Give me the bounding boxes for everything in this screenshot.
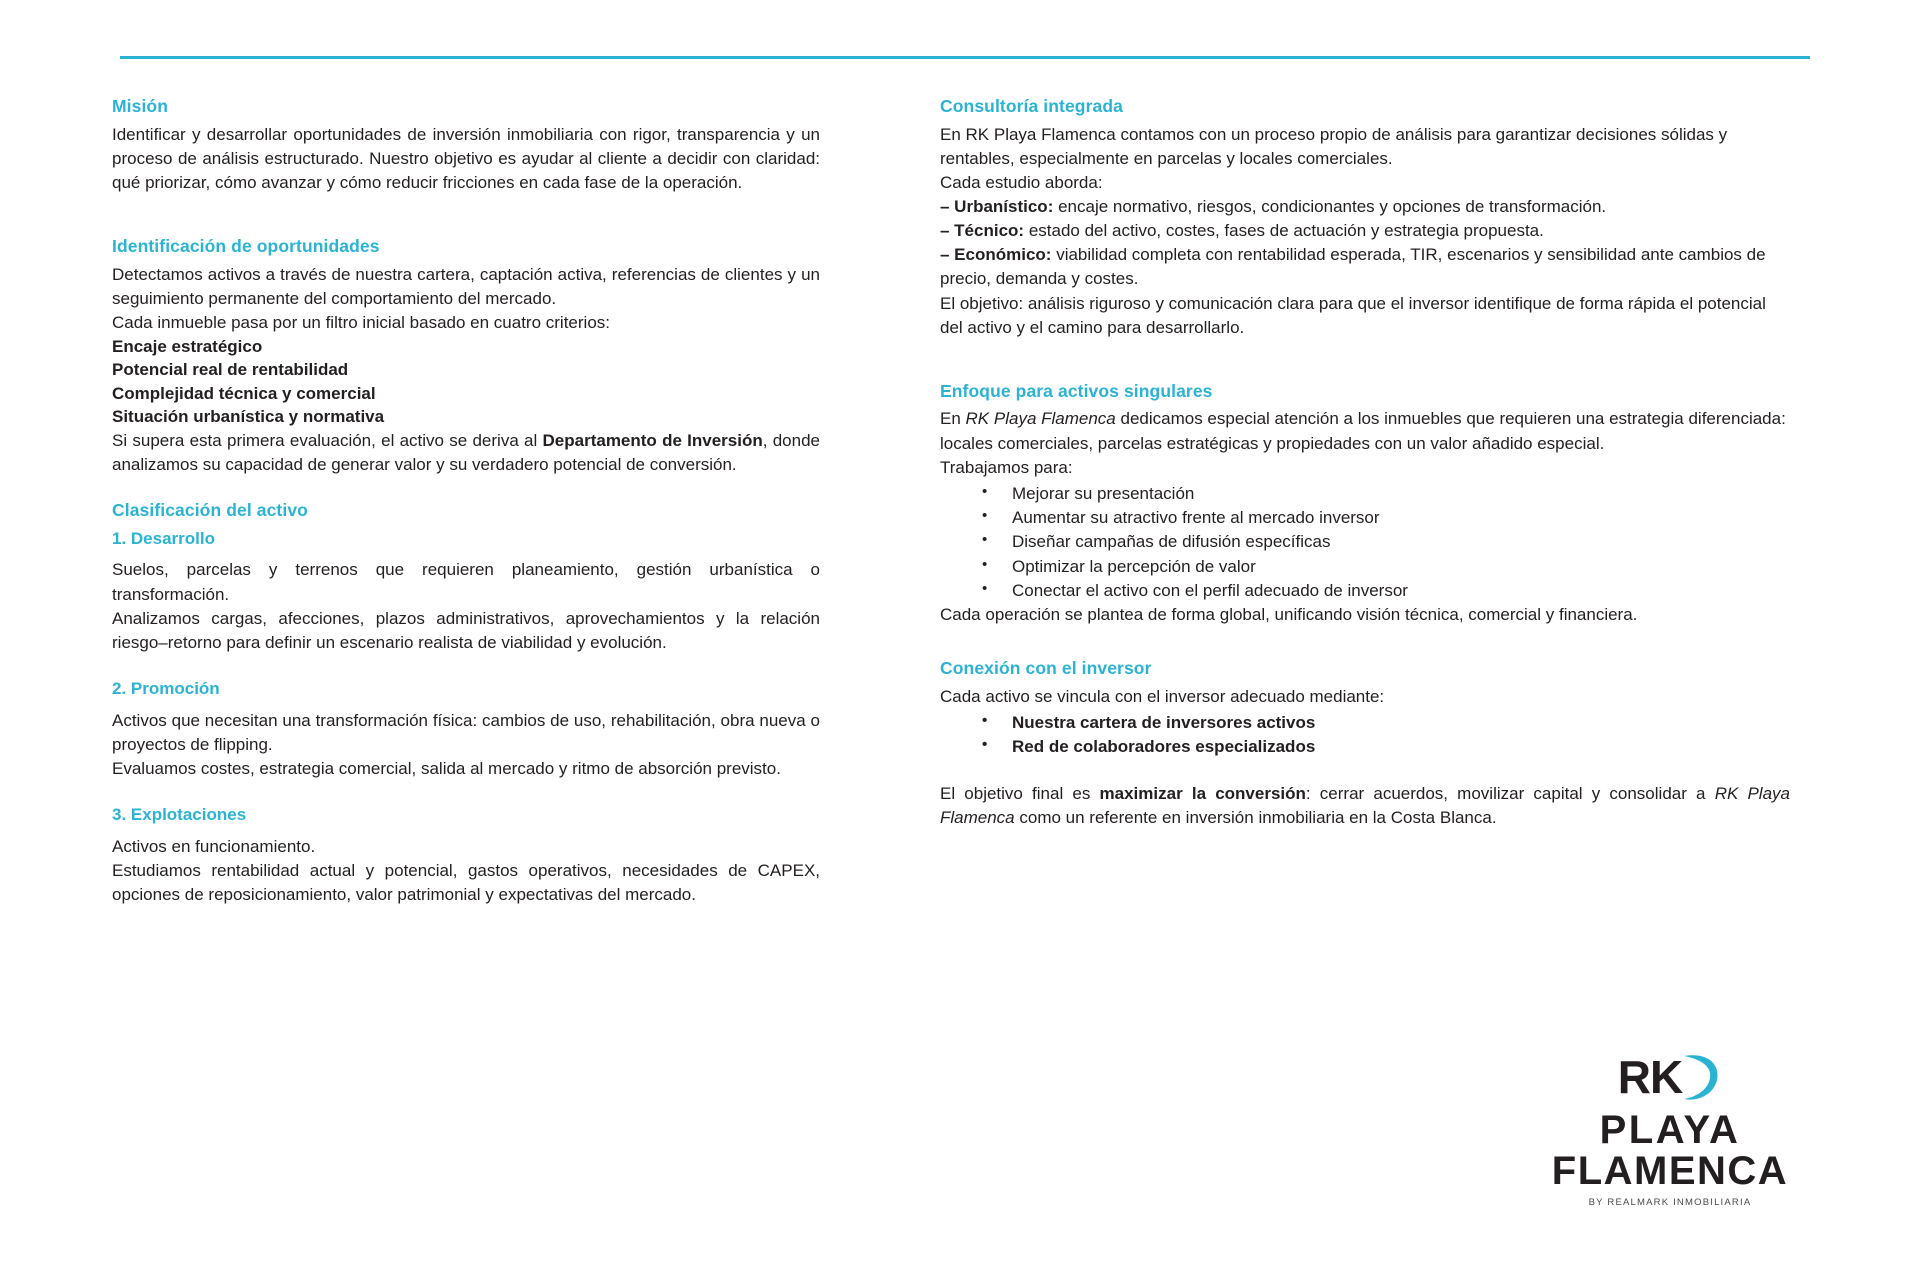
intro-italic: RK Playa Flamenca bbox=[965, 409, 1116, 429]
list-item: • Red de colaboradores especializados bbox=[940, 735, 1790, 759]
intro-pre: En bbox=[940, 409, 966, 429]
identificacion-body-1: Detectamos activos a través de nuestra cartera, captación activa, referencias de clientes y un seguimiento permanente del comportamiento del mercado. bbox=[112, 264, 820, 308]
promocion-body-2: Evaluamos costes, estrategia comercial, salida al mercado y ritmo de absorción previsto. bbox=[112, 759, 781, 779]
section-heading-identificacion: Identificación de oportunidades bbox=[112, 236, 380, 256]
consultoria-closing: El objetivo: análisis riguroso y comunicación clara para que el inversor identifique de forma rápida el potencial del activo y el camino para desarrollarlo. bbox=[940, 293, 1766, 337]
spacer bbox=[112, 477, 820, 499]
enfoque-bullet-list bbox=[940, 482, 1790, 603]
item-text: estado del activo, costes, fases de actuación y estrategia propuesta. bbox=[1024, 221, 1544, 241]
section-heading-clasificacion: Clasificación del activo bbox=[112, 500, 308, 521]
consultoria-item-tecnico bbox=[940, 219, 1790, 243]
content-columns bbox=[0, 95, 1920, 907]
item-label: – Urbanístico: bbox=[940, 197, 1054, 216]
final-bold: maximizar la conversión bbox=[1099, 783, 1306, 803]
criterion-item-2: Potencial real de rentabilidad bbox=[112, 360, 349, 380]
section-heading-enfoque: Enfoque para activos singulares bbox=[940, 380, 1213, 401]
intro-post: dedicamos especial atención a los inmuebles que requieren una estrategia diferenciada: bbox=[1115, 409, 1786, 429]
item-label: – Técnico: bbox=[940, 221, 1025, 241]
section-heading-conexion: Conexión con el inversor bbox=[940, 658, 1152, 679]
spacer bbox=[112, 701, 820, 709]
list-item: • Aumentar su atractivo frente al mercado inversor bbox=[940, 506, 1790, 530]
final-post: como un referente en inversión inmobiliaria en la Costa Blanca. bbox=[1014, 807, 1497, 827]
list-item: • Optimizar la percepción de valor bbox=[940, 555, 1790, 579]
identificacion-body-2: Cada inmueble pasa por un filtro inicial basado en cuatro criterios: bbox=[112, 312, 610, 332]
final-italic: RK Playa Flamenca bbox=[940, 783, 1790, 827]
enfoque-line-2: locales comerciales, parcelas estratégicas y propiedades con un valor añadido especial. bbox=[940, 433, 1605, 453]
spacer bbox=[112, 781, 820, 803]
spacer bbox=[940, 340, 1790, 380]
final-mid: : cerrar acuerdos, movilizar capital y consolidar a bbox=[1305, 783, 1715, 803]
promocion-body-1: Activos que necesitan una transformación física: cambios de uso, rehabilitación, obra nueva o proyectos de flipping. bbox=[112, 710, 820, 754]
list-item: • Mejorar su presentación bbox=[940, 482, 1790, 506]
item-text: viabilidad completa con rentabilidad esperada, TIR, escenarios y sensibilidad ante cambios de precio, demanda y costes. bbox=[940, 245, 1766, 289]
desarrollo-body-2: Analizamos cargas, afecciones, plazos administrativos, aprovechamientos y la relación riesgo–retorno para definir un escenario realista de viabilidad y evolución. bbox=[112, 608, 820, 652]
conexion-final bbox=[940, 782, 1790, 830]
criterion-item-4: Situación urbanística y normativa bbox=[112, 407, 385, 427]
spacer bbox=[112, 827, 820, 835]
spacer bbox=[940, 760, 1790, 782]
swoosh-icon bbox=[1676, 1052, 1722, 1102]
logo-tagline: BY REALMARK INMOBILIARIA bbox=[1588, 1197, 1752, 1208]
logo-word-flamenca: FLAMENCA bbox=[1551, 1149, 1789, 1194]
enfoque-intro bbox=[940, 407, 1790, 431]
right-column bbox=[900, 95, 1920, 907]
enfoque-line-3: Trabajamos para: bbox=[940, 457, 1073, 477]
conexion-intro: Cada activo se vincula con el inversor adecuado mediante: bbox=[940, 686, 1385, 706]
subsection-title-promocion: 2. Promoción bbox=[112, 678, 220, 698]
logo-monogram: RK bbox=[1617, 1051, 1683, 1104]
closing-post: , donde analizamos su capacidad de generar valor y su verdadero potencial de conversión. bbox=[112, 430, 820, 474]
identificacion-closing bbox=[112, 429, 820, 477]
item-text: encaje normativo, riesgos, condicionantes y opciones de transformación. bbox=[1053, 197, 1607, 216]
final-pre: El objetivo final es bbox=[940, 783, 1100, 803]
explotaciones-body-1: Activos en funcionamiento. bbox=[112, 836, 316, 856]
consultoria-item-economico bbox=[940, 243, 1790, 291]
list-item: • Conectar el activo con el perfil adecuado de inversor bbox=[940, 579, 1790, 603]
spacer bbox=[112, 550, 820, 558]
spacer bbox=[112, 655, 820, 677]
company-logo bbox=[1550, 1046, 1790, 1208]
closing-pre: Si supera esta primera evaluación, el activo se deriva al bbox=[112, 430, 543, 450]
consultoria-item-urbanistico bbox=[940, 195, 1790, 219]
subsection-title-desarrollo: 1. Desarrollo bbox=[112, 528, 215, 548]
item-label: – Económico: bbox=[940, 245, 1052, 265]
left-column bbox=[0, 95, 900, 907]
spacer bbox=[112, 195, 820, 235]
section-heading-consultoria: Consultoría integrada bbox=[940, 96, 1123, 116]
consultoria-body-2: Cada estudio aborda: bbox=[940, 172, 1103, 192]
section-heading-mision: Misión bbox=[112, 96, 169, 116]
consultoria-body-1: En RK Playa Flamenca contamos con un proceso propio de análisis para garantizar decisiones sólidas y rentables, especialmente en parcelas y locales comerciales. bbox=[940, 124, 1728, 168]
enfoque-closing: Cada operación se plantea de forma global, unificando visión técnica, comercial y financiera. bbox=[940, 605, 1638, 625]
header-divider bbox=[120, 56, 1810, 59]
spacer bbox=[940, 627, 1790, 657]
conexion-bullet-list bbox=[940, 711, 1790, 760]
logo-word-playa: PLAYA bbox=[1599, 1108, 1741, 1153]
criterion-item-1: Encaje estratégico bbox=[112, 337, 263, 356]
closing-bold: Departamento de Inversión bbox=[542, 430, 763, 450]
list-item: • Nuestra cartera de inversores activos bbox=[940, 711, 1790, 735]
subsection-title-explotaciones: 3. Explotaciones bbox=[112, 805, 247, 825]
mision-body: Identificar y desarrollar oportunidades de inversión inmobiliaria con rigor, transparencia y un proceso de análisis estructurado. Nuestro objetivo es ayudar al cliente a decidir con claridad: qué priorizar, cómo avanzar y cómo reducir fricciones en cada fase de la operación. bbox=[112, 124, 820, 192]
desarrollo-body-1: Suelos, parcelas y terrenos que requieren planeamiento, gestión urbanística o transformación. bbox=[112, 560, 820, 604]
logo-mark bbox=[1550, 1046, 1790, 1108]
list-item: • Diseñar campañas de difusión específicas bbox=[940, 530, 1790, 554]
explotaciones-body-2: Estudiamos rentabilidad actual y potencial, gastos operativos, necesidades de CAPEX, opciones de reposicionamiento, valor patrimonial y expectativas del mercado. bbox=[112, 861, 820, 905]
criterion-item-3: Complejidad técnica y comercial bbox=[112, 383, 376, 403]
